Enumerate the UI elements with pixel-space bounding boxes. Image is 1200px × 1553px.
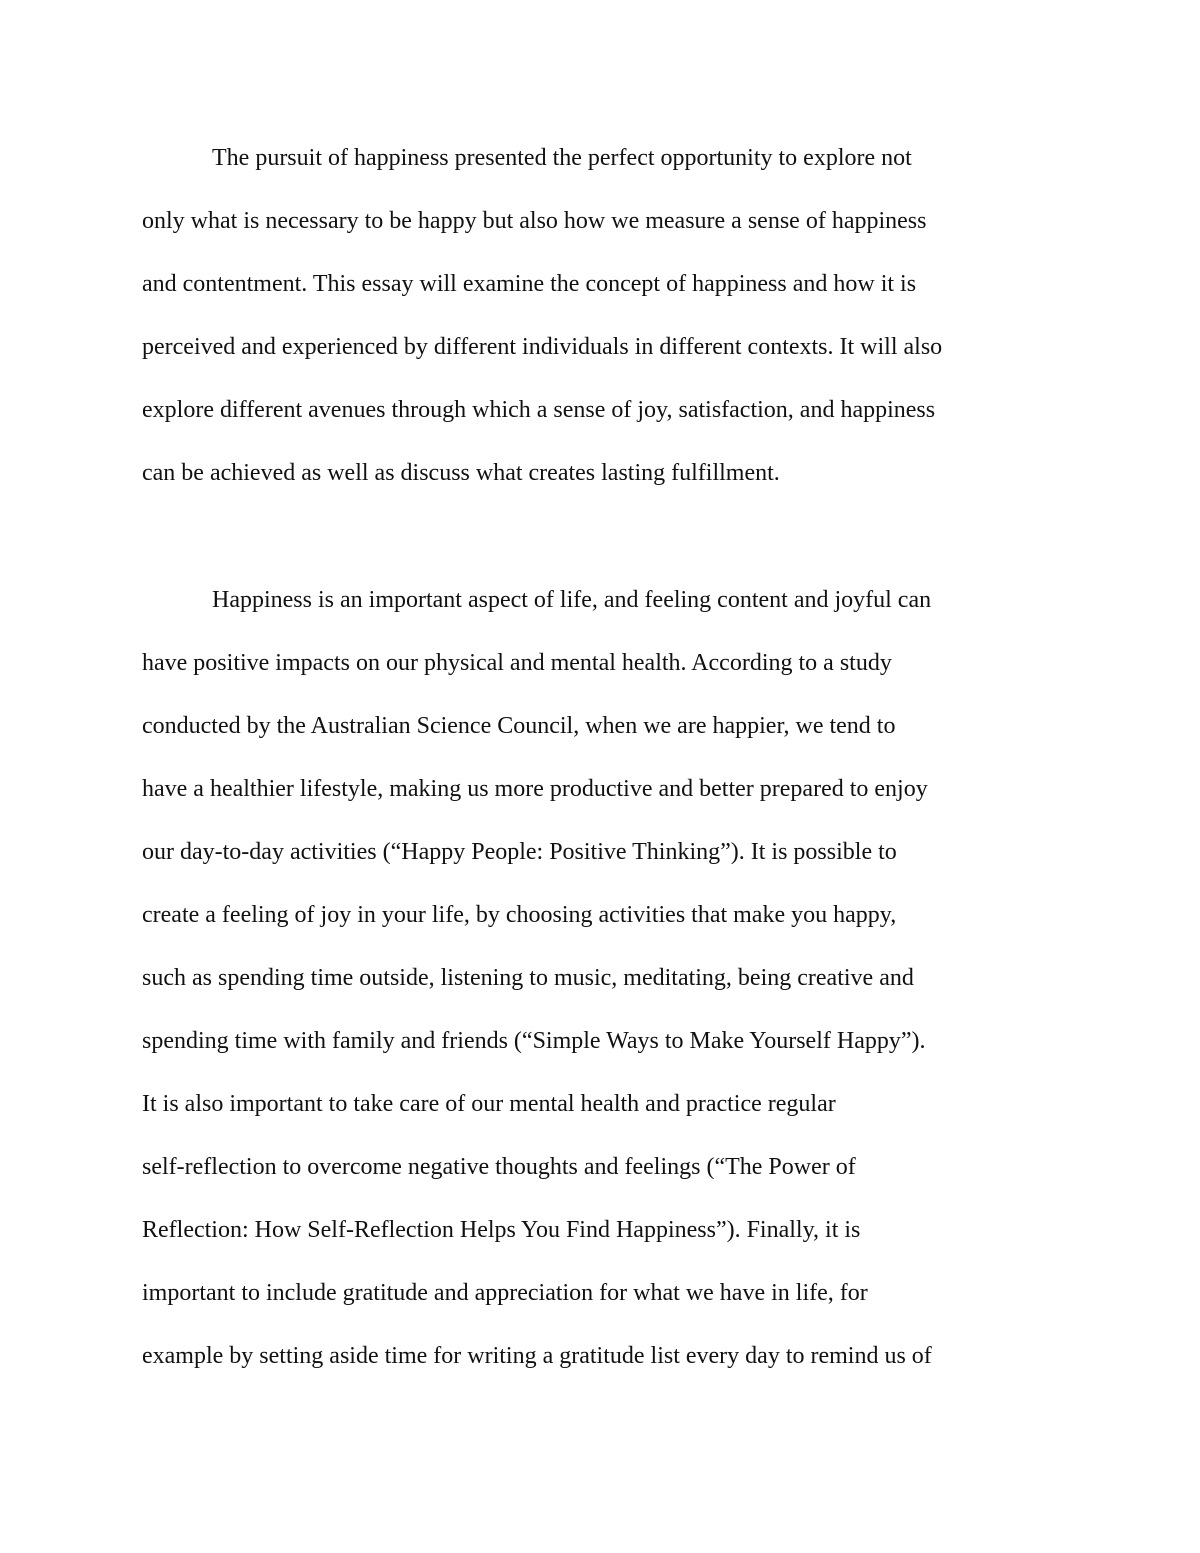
text-line: important to include gratitude and appreciation for what we have in life, for bbox=[142, 1280, 868, 1306]
text-line: and contentment. This essay will examine the concept of happiness and how it is bbox=[142, 271, 917, 297]
text-line: such as spending time outside, listening to music, meditating, being creative and bbox=[142, 965, 914, 991]
text-line: It is also important to take care of our mental health and practice regular bbox=[142, 1091, 836, 1117]
text-line: create a feeling of joy in your life, by choosing activities that make you happy, bbox=[142, 902, 897, 928]
text-line: spending time with family and friends (“Simple Ways to Make Yourself Happy”). bbox=[142, 1028, 926, 1054]
text-line: conducted by the Australian Science Council, when we are happier, we tend to bbox=[142, 713, 896, 739]
text-line: The pursuit of happiness presented the perfect opportunity to explore not bbox=[212, 145, 912, 171]
text-line: only what is necessary to be happy but also how we measure a sense of happiness bbox=[142, 208, 927, 234]
text-line: example by setting aside time for writing a gratitude list every day to remind us of bbox=[142, 1343, 932, 1369]
text-line: Reflection: How Self-Reflection Helps You Find Happiness”). Finally, it is bbox=[142, 1217, 861, 1243]
text-line: can be achieved as well as discuss what creates lasting fulfillment. bbox=[142, 460, 780, 486]
text-line: explore different avenues through which a sense of joy, satisfaction, and happiness bbox=[142, 397, 936, 423]
text-line: perceived and experienced by different individuals in different contexts. It will also bbox=[142, 334, 943, 360]
text-line: have positive impacts on our physical and mental health. According to a study bbox=[142, 650, 892, 676]
text-line: our day-to-day activities (“Happy People: Positive Thinking”). It is possible to bbox=[142, 839, 897, 865]
text-line: have a healthier lifestyle, making us more productive and better prepared to enjoy bbox=[142, 776, 928, 802]
text-line: Happiness is an important aspect of life, and feeling content and joyful can bbox=[212, 587, 932, 613]
text-line: self-reflection to overcome negative thoughts and feelings (“The Power of bbox=[142, 1154, 856, 1180]
